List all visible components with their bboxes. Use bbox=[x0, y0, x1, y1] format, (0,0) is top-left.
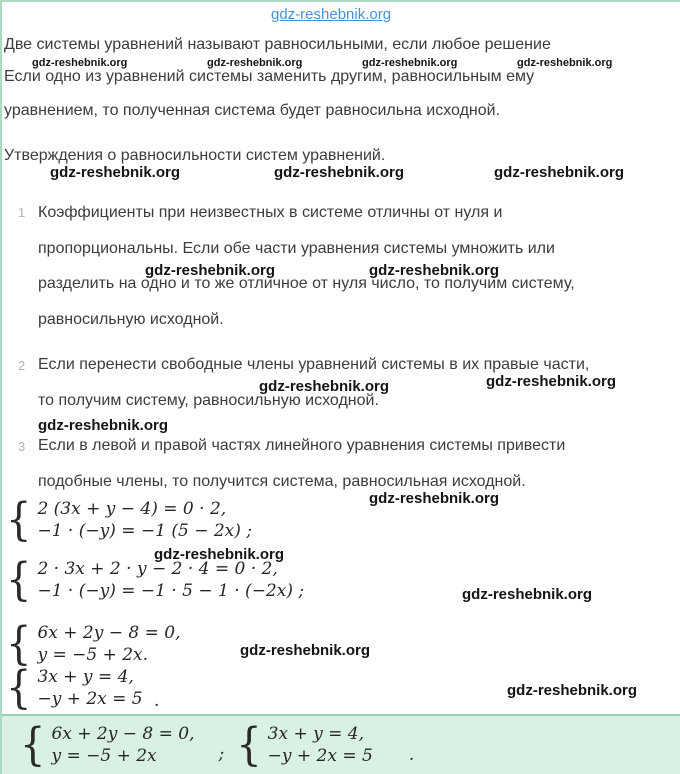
equation-punctuation: . bbox=[154, 691, 160, 711]
result-system-right bbox=[236, 719, 373, 771]
list-item-3-line-1: Если в левой и правой частях линейного уравнения системы привести bbox=[38, 437, 566, 454]
list-item-number: 2 bbox=[18, 358, 26, 373]
intro-line-1: Две системы уравнений называют равносильными, если любое решение bbox=[4, 36, 551, 53]
list-item-2-line-2: то получим систему, равносильную исходной. bbox=[38, 392, 379, 409]
result-system-left bbox=[20, 719, 195, 771]
list-item-2-line-1: Если перенести свободные члены уравнений системы в их правые части, bbox=[38, 356, 590, 373]
equation-line: 6x + 2y − 8 = 0, bbox=[51, 724, 195, 744]
result-highlight-block bbox=[2, 714, 680, 774]
list-item-1-line-3: разделить на одно и то же отличное от нуля число, то получим систему, bbox=[38, 275, 575, 292]
equation-separator: ; bbox=[218, 744, 225, 764]
equation-line: y = −5 + 2x. bbox=[37, 645, 149, 665]
equation-line: y = −5 + 2x bbox=[51, 746, 157, 766]
equation-line: −y + 2x = 5 bbox=[267, 746, 373, 766]
list-item-number: 3 bbox=[18, 439, 26, 454]
equation-line: 2 · 3x + 2 · y − 2 · 4 = 0 · 2, bbox=[37, 559, 278, 579]
curly-brace-icon: { bbox=[20, 719, 46, 771]
result-equations bbox=[2, 716, 680, 774]
list-item-1-line-1: Коэффициенты при неизвестных в системе отличны от нуля и bbox=[38, 204, 503, 221]
intro-line-3: уравнением, то полученная система будет равносильна исходной. bbox=[4, 102, 501, 119]
site-header-link[interactable]: gdz-reshebnik.org bbox=[271, 6, 392, 23]
watermark-text: gdz-reshebnik.org bbox=[32, 57, 128, 69]
equation-system-1 bbox=[6, 494, 253, 546]
equation-line: 6x + 2y − 8 = 0, bbox=[37, 623, 181, 643]
watermark-text: gdz-reshebnik.org bbox=[486, 373, 617, 390]
watermark-text: gdz-reshebnik.org bbox=[50, 164, 181, 181]
section-heading: Утверждения о равносильности систем уравнений. bbox=[4, 147, 386, 164]
curly-brace-icon: { bbox=[6, 662, 32, 714]
watermark-text: gdz-reshebnik.org bbox=[507, 682, 638, 699]
watermark-text: gdz-reshebnik.org bbox=[494, 164, 625, 181]
equation-system-4 bbox=[6, 662, 143, 714]
curly-brace-icon: { bbox=[236, 719, 262, 771]
equation-punctuation: . bbox=[408, 745, 415, 765]
watermark-text: gdz-reshebnik.org bbox=[145, 262, 276, 279]
watermark-text: gdz-reshebnik.org bbox=[154, 546, 285, 563]
watermark-text: gdz-reshebnik.org bbox=[259, 378, 390, 395]
watermark-text: gdz-reshebnik.org bbox=[274, 164, 405, 181]
watermark-text: gdz-reshebnik.org bbox=[369, 490, 500, 507]
curly-brace-icon: { bbox=[6, 494, 32, 546]
equation-line: 3x + y = 4, bbox=[37, 667, 134, 687]
watermark-text: gdz-reshebnik.org bbox=[240, 642, 371, 659]
equation-line: 3x + y = 4, bbox=[267, 724, 364, 744]
equation-line: −y + 2x = 5 bbox=[37, 689, 143, 709]
equation-line: −1 · (−y) = −1 · 5 − 1 · (−2x) ; bbox=[37, 581, 305, 601]
watermark-text: gdz-reshebnik.org bbox=[462, 586, 593, 603]
curly-brace-icon: { bbox=[6, 554, 32, 606]
equation-line: −1 · (−y) = −1 (5 − 2x) ; bbox=[37, 521, 253, 541]
list-item-3-line-2: подобные члены, то получится система, равносильная исходной. bbox=[38, 473, 526, 490]
watermark-text: gdz-reshebnik.org bbox=[207, 57, 303, 69]
curly-brace-icon: { bbox=[6, 618, 32, 670]
list-item-number: 1 bbox=[18, 205, 26, 220]
watermark-text: gdz-reshebnik.org bbox=[517, 57, 613, 69]
watermark-text: gdz-reshebnik.org bbox=[369, 262, 500, 279]
intro-line-2: Если одно из уравнений системы заменить другим, равносильным ему bbox=[4, 68, 535, 85]
list-item-1-line-2: пропорциональны. Если обе части уравнения системы умножить или bbox=[38, 240, 555, 257]
watermark-text: gdz-reshebnik.org bbox=[362, 57, 458, 69]
equation-system-3 bbox=[6, 618, 181, 670]
equation-line: 2 (3x + y − 4) = 0 · 2, bbox=[37, 499, 227, 519]
list-item-1-line-4: равносильную исходной. bbox=[38, 311, 224, 328]
watermark-text: gdz-reshebnik.org bbox=[38, 417, 169, 434]
